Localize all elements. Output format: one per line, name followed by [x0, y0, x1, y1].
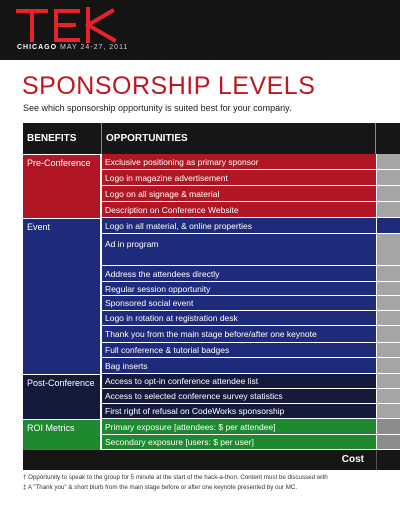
page-subtitle: See which sponsorship opportunity is suited best for your company. [23, 103, 292, 113]
table-row: Description on Conference Website [102, 202, 376, 218]
table-row: Bag inserts [102, 358, 376, 374]
table-row: Thank you from the main stage before/after one keynote [102, 326, 376, 343]
header-benefits: BENEFITS [23, 123, 102, 154]
table-row: Exclusive positioning as primary sponsor [102, 154, 376, 170]
level-cell [376, 419, 400, 435]
level-cell [376, 404, 400, 419]
table-row: Full conference & tutorial badges [102, 343, 376, 358]
table-row: Logo in magazine advertisement [102, 170, 376, 186]
level-cell [376, 435, 400, 450]
table-row: Logo on all signage & material [102, 186, 376, 202]
level-cell [376, 311, 400, 326]
table-row: Address the attendees directly [102, 266, 376, 282]
footnote-hackathon: † Opportunity to speak to the group for 5 minute at the start of the hack-a-thon. Content must be discussed with [23, 474, 328, 481]
level-cell [376, 170, 400, 186]
header-opportunities: OPPORTUNITIES [102, 123, 376, 154]
level-cell [376, 218, 400, 234]
level-cell [376, 326, 400, 343]
page-title: SPONSORSHIP LEVELS [22, 72, 316, 100]
table-row: Sponsored social event [102, 296, 376, 311]
footnote-thank-you: ‡ A "Thank you" & short blurb from the main stage before or after one keynote presented by our MC. [23, 484, 298, 491]
table-row: Logo in rotation at registration desk [102, 311, 376, 326]
category-event: Event [23, 218, 101, 374]
table-row: First right of refusal on CodeWorks sponsorship [102, 404, 376, 419]
category-post-conference: Post-Conference [23, 374, 101, 419]
event-date-range: MAY 24-27, 2011 [60, 44, 129, 51]
level-cell [376, 202, 400, 218]
level-cell [376, 296, 400, 311]
table-row: Primary exposure [attendees: $ per attendee] [102, 419, 376, 435]
tek-logo [16, 6, 126, 44]
level-cell [376, 282, 400, 296]
level-cell [376, 266, 400, 282]
cost-label: Cost [23, 450, 376, 470]
header-level-column [376, 123, 400, 154]
cost-value-cell [376, 450, 400, 470]
level-cell [376, 374, 400, 389]
table-row: Secondary exposure [users: $ per user] [102, 435, 376, 450]
table-row: Access to opt-in conference attendee list [102, 374, 376, 389]
event-city: CHICAGO [17, 44, 58, 51]
level-cell [376, 234, 400, 266]
table-row: Ad in program [102, 234, 376, 266]
level-cell [376, 343, 400, 358]
level-cell [376, 186, 400, 202]
sponsorship-table [23, 123, 400, 470]
category-roi-metrics: ROI Metrics [23, 419, 101, 450]
header-banner [0, 0, 400, 60]
level-cell [376, 358, 400, 374]
table-row: Access to selected conference survey statistics [102, 389, 376, 404]
level-cell [376, 389, 400, 404]
event-dates [17, 44, 128, 51]
category-pre-conference: Pre-Conference [23, 154, 101, 218]
table-row: Regular session opportunity [102, 282, 376, 296]
table-row: Logo in all material, & online properties [102, 218, 376, 234]
level-cell [376, 154, 400, 170]
